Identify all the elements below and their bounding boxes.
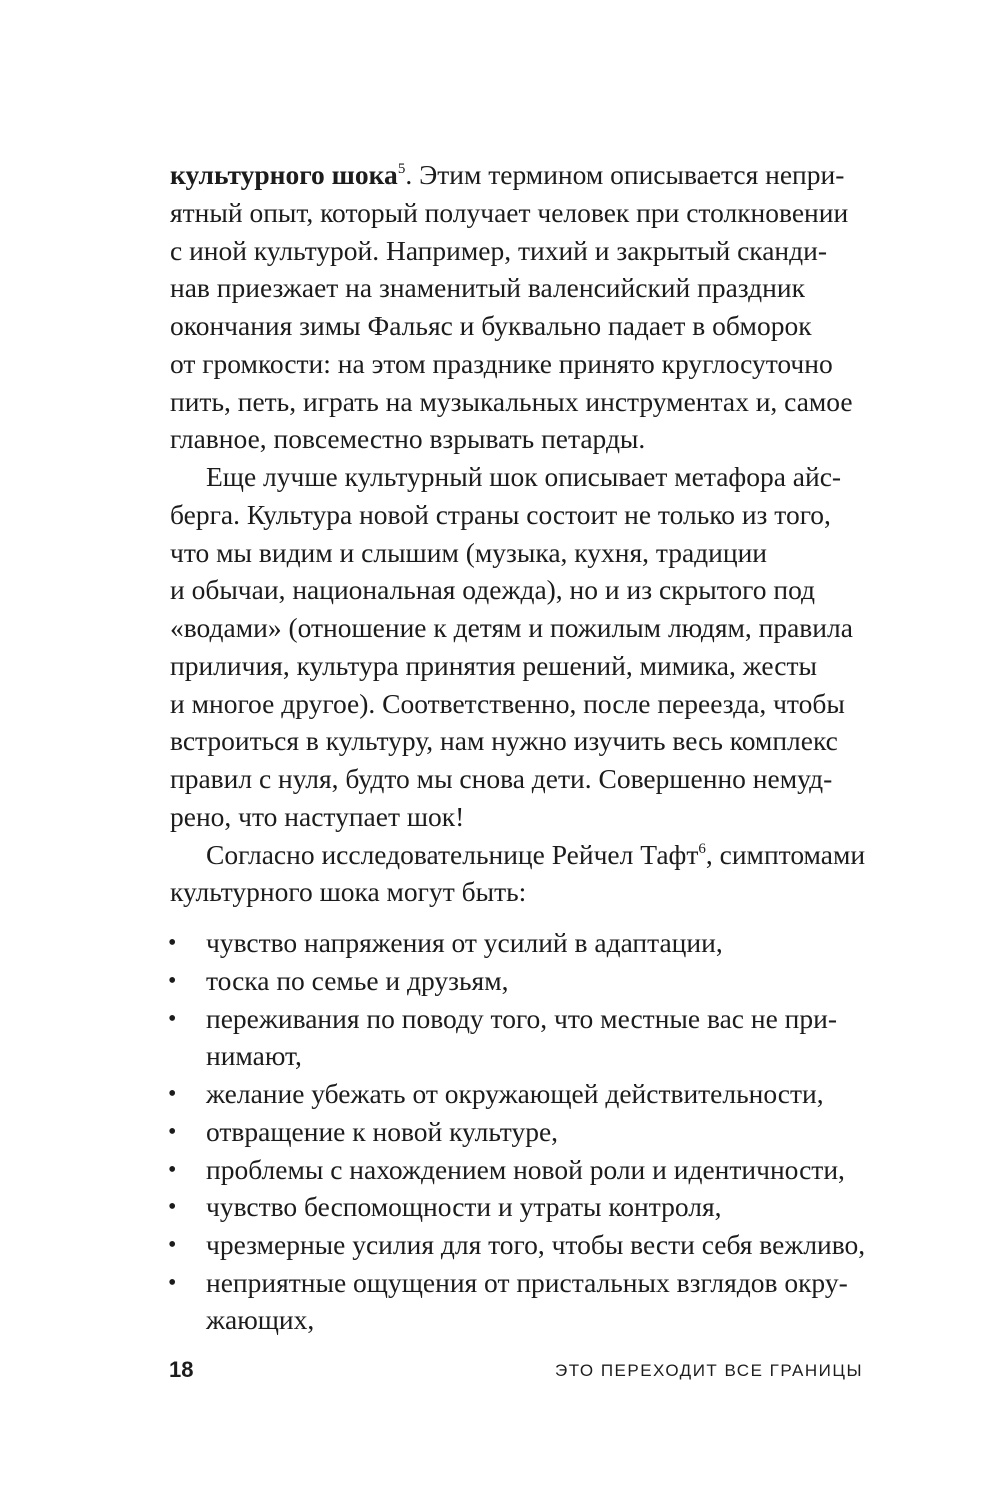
bold-term: культурного шока bbox=[170, 159, 398, 190]
running-title: ЭТО ПЕРЕХОДИТ ВСЕ ГРАНИЦЫ bbox=[555, 1361, 863, 1380]
text-line: проблемы с нахождением новой роли и идентичности, bbox=[206, 1154, 845, 1185]
bullet-marker: • bbox=[168, 1157, 177, 1183]
text-line: главное, повсеместно взрывать петарды. bbox=[170, 423, 646, 454]
text-line: неприятные ощущения от пристальных взглядов окру- bbox=[206, 1267, 848, 1298]
text-line: от громкости: на этом празднике принято круглосуточно bbox=[170, 348, 833, 379]
text-line: берга. Культура новой страны состоит не только из того, bbox=[170, 499, 831, 530]
text-line: и многое другое). Соответственно, после переезда, чтобы bbox=[170, 688, 845, 719]
text-fragment: . Этим термином описывается непри- bbox=[405, 159, 845, 190]
text-line: культурного шока могут быть: bbox=[170, 876, 527, 907]
text-line: переживания по поводу того, что местные вас не при- bbox=[206, 1003, 838, 1034]
page-number: 18 bbox=[169, 1357, 194, 1382]
text-fragment: , симптомами bbox=[705, 839, 866, 870]
bullet-marker: • bbox=[168, 1232, 177, 1258]
text-line: желание убежать от окружающей действительности, bbox=[206, 1078, 824, 1109]
text-line: встроиться в культуру, нам нужно изучить весь комплекс bbox=[170, 725, 838, 756]
text-line: нимают, bbox=[206, 1040, 302, 1071]
text-line: правил с нуля, будто мы снова дети. Совершенно немуд- bbox=[170, 763, 833, 794]
text-line: ятный опыт, который получает человек при столкновении bbox=[170, 197, 849, 228]
text-line: и обычаи, национальная одежда), но и из скрытого под bbox=[170, 574, 816, 605]
text-line bbox=[206, 837, 865, 873]
text-line: приличия, культура принятия решений, мимика, жесты bbox=[170, 650, 817, 681]
bullet-marker: • bbox=[168, 1270, 177, 1296]
text-line: тоска по семье и друзьям, bbox=[206, 965, 509, 996]
bullet-marker: • bbox=[168, 1194, 177, 1220]
bullet-marker: • bbox=[168, 930, 177, 956]
text-line: рено, что наступает шок! bbox=[170, 801, 465, 832]
text-line: с иной культурой. Например, тихий и закрытый сканди- bbox=[170, 235, 828, 266]
text-line: «водами» (отношение к детям и пожилым людям, правила bbox=[170, 612, 853, 643]
text-line: жающих, bbox=[206, 1304, 315, 1335]
text-line: чувство напряжения от усилий в адаптации, bbox=[206, 927, 723, 958]
bullet-marker: • bbox=[168, 968, 177, 994]
text-line bbox=[170, 157, 844, 193]
footnote-ref: 5 bbox=[397, 161, 406, 177]
text-line: пить, петь, играть на музыкальных инструментах и, самое bbox=[170, 386, 853, 417]
text-line: окончания зимы Фальяс и буквально падает в обморок bbox=[170, 310, 812, 341]
text-line: чувство беспомощности и утраты контроля, bbox=[206, 1191, 722, 1222]
footnote-ref: 6 bbox=[698, 841, 706, 857]
text-line: нав приезжает на знаменитый валенсийский праздник bbox=[170, 272, 805, 303]
text-fragment: Согласно исследовательнице Рейчел Тафт bbox=[206, 839, 699, 870]
text-line: отвращение к новой культуре, bbox=[206, 1116, 559, 1147]
text-line: чрезмерные усилия для того, чтобы вести себя вежливо, bbox=[206, 1229, 866, 1260]
bullet-marker: • bbox=[168, 1119, 177, 1145]
text-line: Еще лучше культурный шок описывает метафора айс- bbox=[206, 461, 842, 492]
bullet-marker: • bbox=[168, 1081, 177, 1107]
text-line: что мы видим и слышим (музыка, кухня, традиции bbox=[170, 537, 768, 568]
bullet-marker: • bbox=[168, 1006, 177, 1032]
